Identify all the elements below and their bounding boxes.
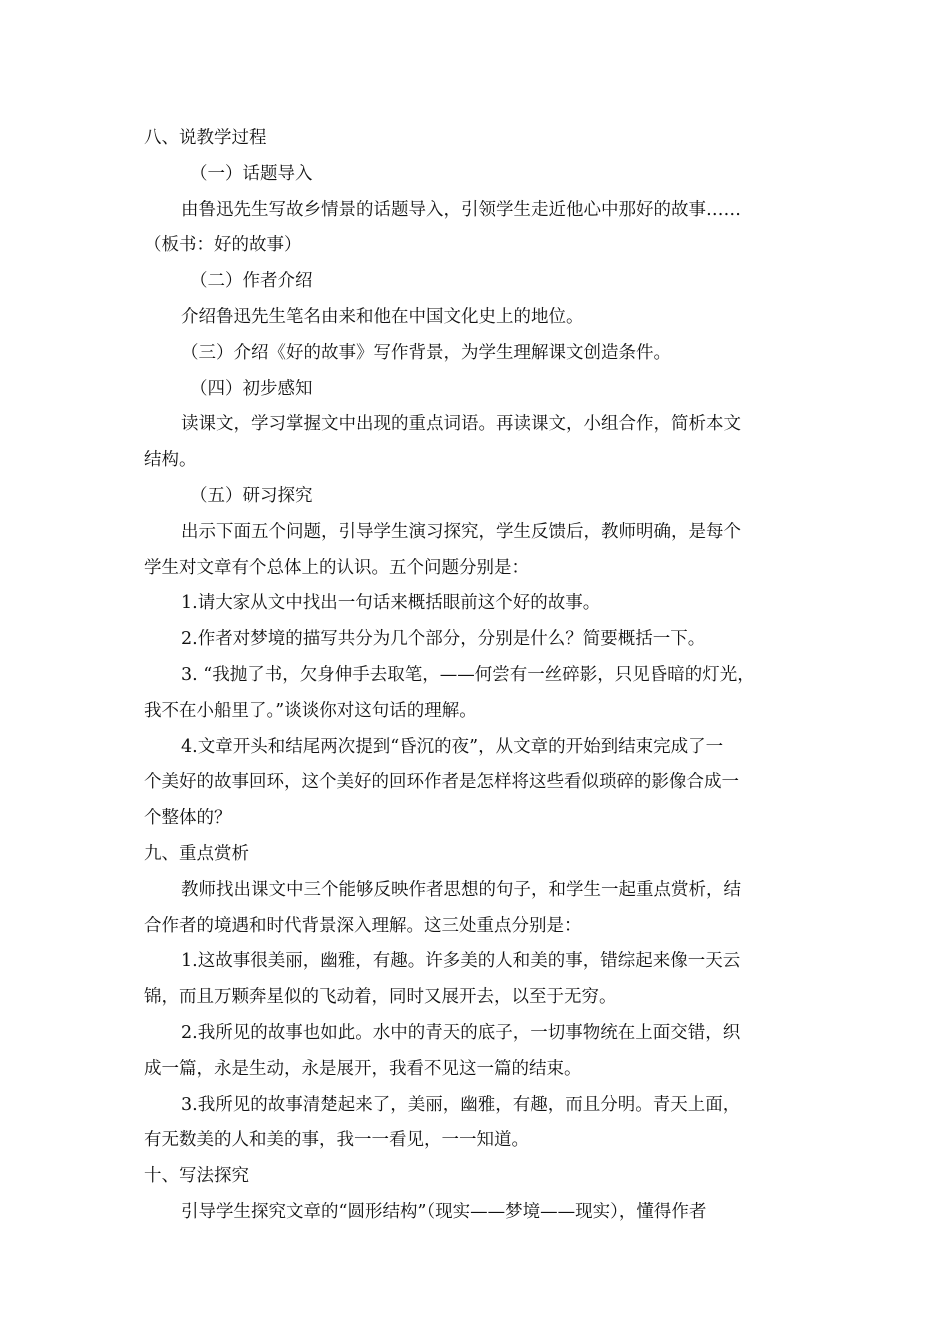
- subheading-study-explore: （五）研习探究: [190, 485, 313, 506]
- question-item: 4.文章开头和结尾两次提到“昏沉的夜”，从文章的开始到结束完成了一: [181, 736, 724, 757]
- paragraph-line: 介绍鲁迅先生笔名由来和他在中国文化史上的地位。: [181, 306, 584, 327]
- section-heading-teaching-process: 八、说教学过程: [144, 128, 267, 148]
- paragraph-line: （板书：好的故事）: [144, 235, 302, 256]
- paragraph-line: 有无数美的人和美的事，我一一看见，一一知道。: [144, 1130, 529, 1151]
- paragraph-line: 成一篇，永是生动，永是展开，我看不见这一篇的结束。: [144, 1058, 582, 1079]
- quote-item: 2.我所见的故事也如此。水中的青天的底子，一切事物统在上面交错，织: [181, 1022, 741, 1043]
- paragraph-line: 合作者的境遇和时代背景深入理解。这三处重点分别是：: [144, 915, 582, 936]
- quote-item: 1.这故事很美丽，幽雅，有趣。许多美的人和美的事，错综起来像一天云: [181, 951, 741, 972]
- subheading-initial-perception: （四）初步感知: [190, 378, 313, 399]
- paragraph-line: 出示下面五个问题，引导学生演习探究，学生反馈后，教师明确，是每个: [181, 521, 741, 542]
- paragraph-line: 读课文，学习掌握文中出现的重点词语。再读课文，小组合作，简析本文: [181, 414, 741, 435]
- paragraph-line: 教师找出课文中三个能够反映作者思想的句子，和学生一起重点赏析，结: [181, 879, 741, 900]
- paragraph-line: 由鲁迅先生写故乡情景的话题导入，引领学生走近他心中那好的故事……: [181, 199, 741, 220]
- section-heading-key-analysis: 九、重点赏析: [144, 843, 249, 864]
- paragraph-line: 我不在小船里了。”谈谈你对这句话的理解。: [144, 700, 477, 721]
- subheading-author-intro: （二）作者介绍: [190, 271, 313, 292]
- paragraph-line: 个美好的故事回环，这个美好的回环作者是怎样将这些看似琐碎的影像合成一: [144, 772, 739, 793]
- paragraph-line: 结构。: [144, 450, 197, 471]
- paragraph-line: 个整体的？: [144, 808, 232, 829]
- section-heading-writing-method: 十、写法探究: [144, 1166, 249, 1187]
- question-item: 2.作者对梦境的描写共分为几个部分，分别是什么？简要概括一下。: [181, 629, 706, 650]
- quote-item: 3.我所见的故事清楚起来了，美丽，幽雅，有趣，而且分明。青天上面，: [181, 1094, 741, 1115]
- question-item: 1.请大家从文中找出一句话来概括眼前这个好的故事。: [181, 593, 601, 614]
- subheading-background: （三）介绍《好的故事》写作背景，为学生理解课文创造条件。: [181, 342, 671, 363]
- paragraph-line: 学生对文章有个总体上的认识。五个问题分别是：: [144, 557, 529, 578]
- document-body: [144, 121, 804, 1231]
- paragraph-line: 引导学生探究文章的“圆形结构”（现实——梦境——现实），懂得作者: [181, 1201, 707, 1222]
- question-item: 3. “我抛了书，欠身伸手去取笔，——何尝有一丝碎影，只见昏暗的灯光，: [181, 664, 755, 685]
- subheading-topic-intro: （一）话题导入: [190, 163, 313, 184]
- paragraph-line: 锦，而且万颗奔星似的飞动着，同时又展开去，以至于无穷。: [144, 987, 617, 1008]
